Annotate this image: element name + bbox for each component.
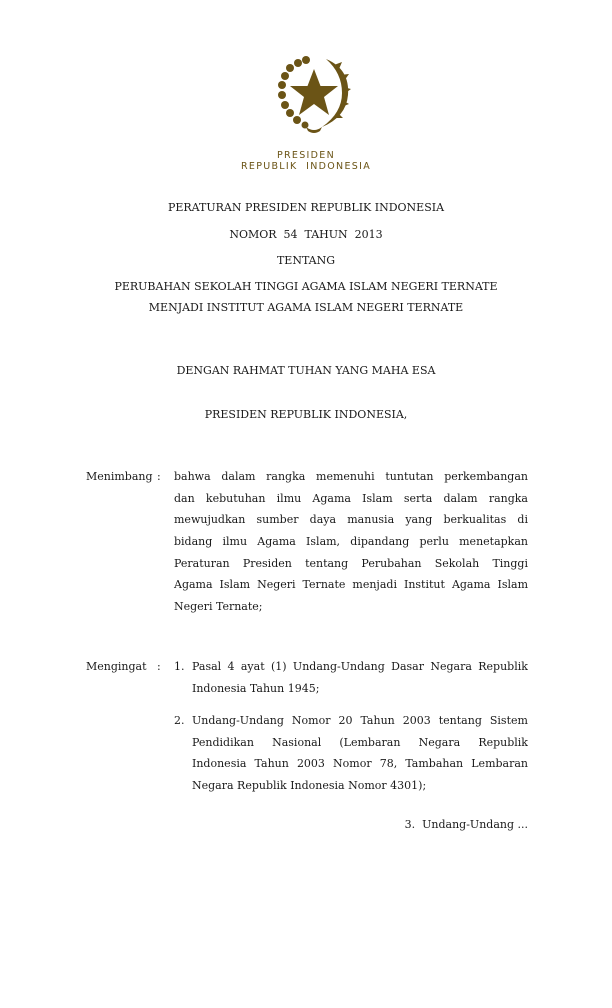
regulation-subject-line-1: PERUBAHAN SEKOLAH TINGGI AGAMA ISLAM NEGERI TERNATE [114, 280, 498, 293]
menimbang-line: mewujudkan sumber daya manusia yang berkualitas di [174, 513, 528, 527]
regulation-number: NOMOR 54 TAHUN 2013 [229, 228, 383, 241]
menimbang-line: bahwa dalam rangka memenuhi tuntutan perkembangan [174, 470, 528, 483]
mengingat-item-number: 2. [174, 714, 185, 727]
mengingat-line: Pendidikan Nasional (Lembaran Negara Republik [192, 735, 528, 749]
mengingat-label: Mengingat [86, 660, 147, 673]
menimbang-line: Agama Islam Negeri Ternate menjadi Institut Agama Islam [174, 578, 528, 592]
mengingat-item-1 [192, 656, 528, 699]
menimbang-line: Peraturan Presiden tentang Perubahan Sekolah Tinggi [174, 556, 528, 570]
menimbang-line: Negeri Ternate; [174, 600, 263, 614]
menimbang-colon: : [157, 470, 161, 483]
presidential-emblem-icon [276, 55, 352, 135]
mengingat-item-number: 1. [174, 660, 185, 673]
menimbang-line: bidang ilmu Agama Islam, dipandang perlu menetapkan [174, 535, 528, 549]
regulation-tentang: TENTANG [276, 254, 336, 267]
letterhead-line-2: REPUBLIK INDONESIA [240, 161, 371, 172]
mengingat-colon: : [157, 660, 161, 673]
mengingat-item-2 [192, 710, 528, 797]
menimbang-line: dan kebutuhan ilmu Agama Islam serta dalam rangka [174, 491, 528, 505]
preamble-line-1: DENGAN RAHMAT TUHAN YANG MAHA ESA [176, 364, 436, 377]
letterhead-line-1: PRESIDEN [277, 150, 335, 161]
mengingat-line: Pasal 4 ayat (1) Undang-Undang Dasar Negara Republik [192, 660, 528, 673]
menimbang-label: Menimbang [86, 470, 153, 483]
mengingat-line: Undang-Undang Nomor 20 Tahun 2003 tentang Sistem [192, 714, 528, 727]
menimbang-text [174, 466, 528, 618]
mengingat-line: Indonesia Tahun 2003 Nomor 78, Tambahan Lembaran [192, 757, 528, 771]
mengingat-line: Negara Republik Indonesia Nomor 4301); [192, 779, 427, 793]
regulation-subject-line-2: MENJADI INSTITUT AGAMA ISLAM NEGERI TERNATE [148, 301, 464, 314]
regulation-title: PERATURAN PRESIDEN REPUBLIK INDONESIA [167, 201, 445, 214]
mengingat-line: Indonesia Tahun 1945; [192, 681, 320, 695]
page-continuation: 3. Undang-Undang ... [404, 818, 528, 831]
preamble-line-2: PRESIDEN REPUBLIK INDONESIA, [204, 408, 408, 421]
